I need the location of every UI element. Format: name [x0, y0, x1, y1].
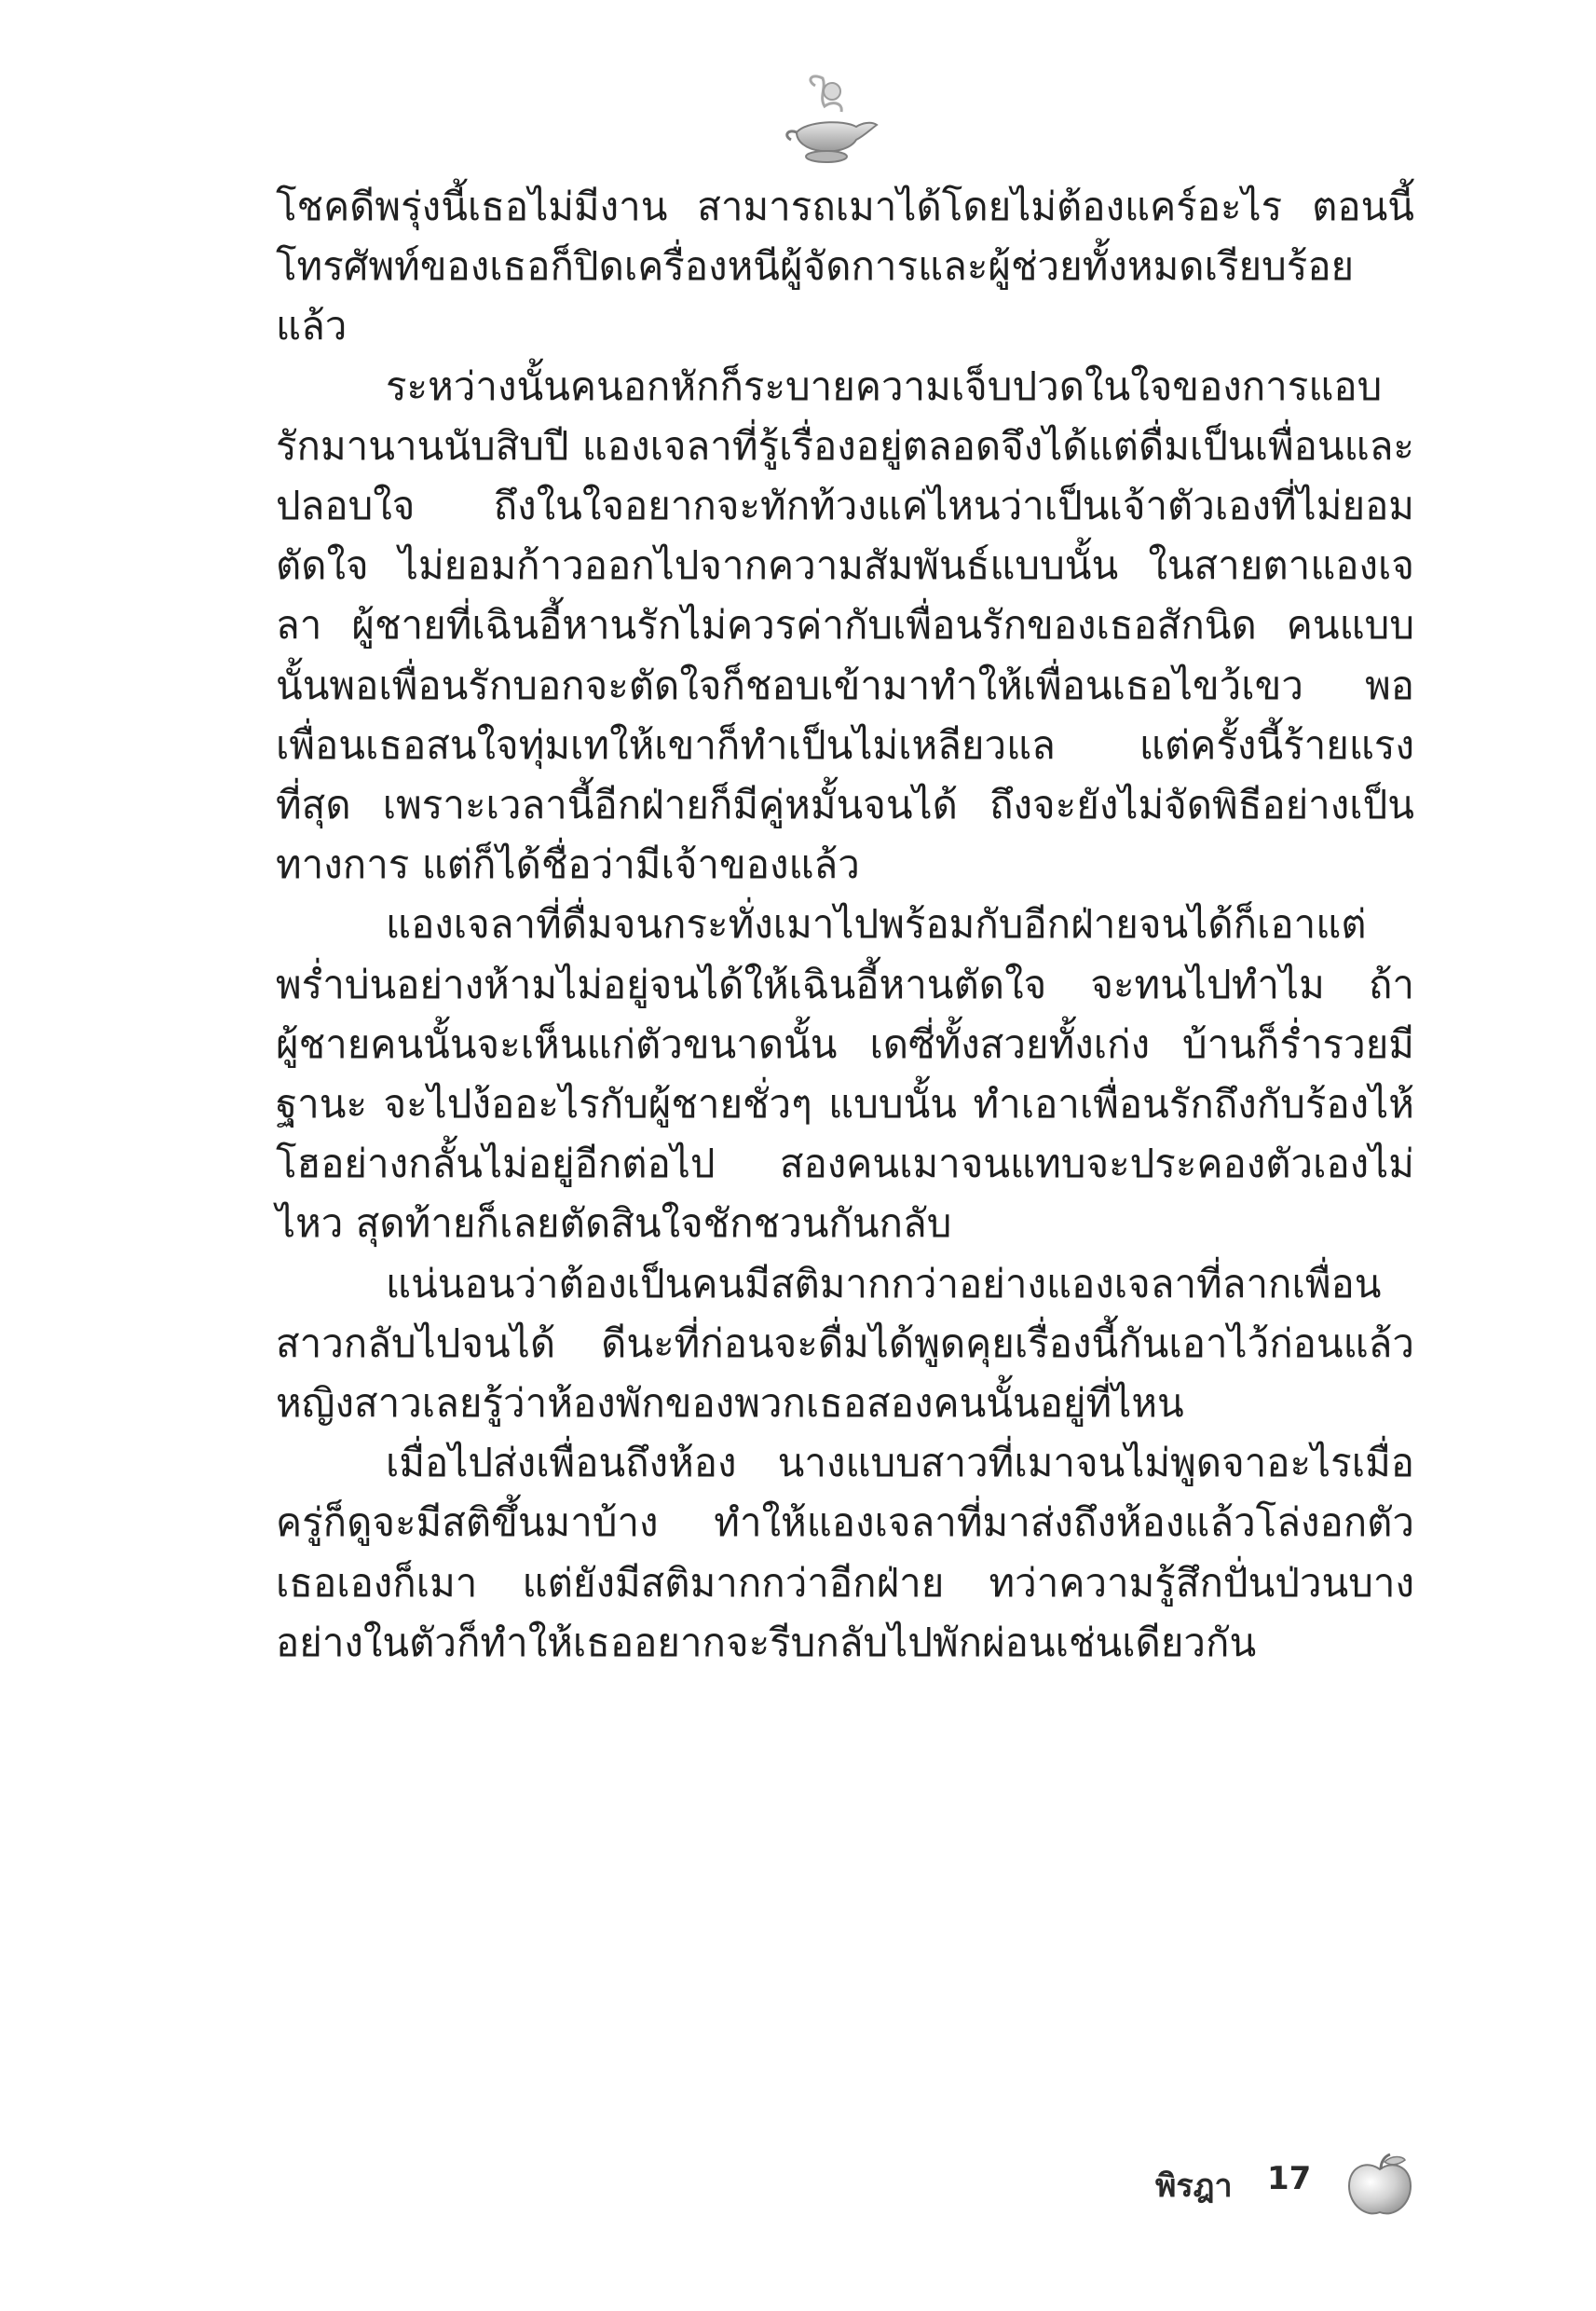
paragraph: เมื่อไปส่งเพื่อนถึงห้อง นางแบบสาวที่เมาจนไม่พูดจาอะไรเมื่อครู่ก็ดูจะมีสติขึ้นมาบ้าง ทำให้แองเจลาที่มาส่งถึงห้องแล้วโล่งอกตัวเธอเองก็เมา แต่ยังมีสติมากกว่าอีกฝ่าย ทว่าความรู้สึกปั่นป่วนบางอย่างในตัวก็ทำให้เธออยากจะรีบกลับไปพักผ่อนเช่นเดียวกัน: [276, 1440, 1414, 1665]
paragraph: ระหว่างนั้นคนอกหักก็ระบายความเจ็บปวดในใจของการแอบรักมานานนับสิบปี แองเจลาที่รู้เรื่องอยู่ตลอดจึงได้แต่ดื่มเป็นเพื่อนและปลอบใจ ถึงในใจอยากจะทักท้วงแค่ไหนว่าเป็นเจ้าตัวเองที่ไม่ยอมตัดใจ ไม่ยอมก้าวออกไปจากความสัมพันธ์แบบนั้น ในสายตาแองเจลา ผู้ชายที่เฉินอี้หานรักไม่ควรค่ากับเพื่อนรักของเธอสักนิด คนแบบนั้นพอเพื่อนรักบอกจะตัดใจก็ชอบเข้ามาทำให้เพื่อนเธอไขว้เขว พอเพื่อนเธอสนใจทุ่มเทให้เขาก็ทำเป็นไม่เหลียวแล แต่ครั้งนี้ร้ายแรงที่สุด เพราะเวลานี้อีกฝ่ายก็มีคู่หมั้นจนได้ ถึงจะยังไม่จัดพิธีอย่างเป็นทางการ แต่ก็ได้ชื่อว่ามีเจ้าของแล้ว: [276, 362, 1414, 888]
paragraph: แน่นอนว่าต้องเป็นคนมีสติมากกว่าอย่างแองเจลาที่ลากเพื่อนสาวกลับไปจนได้ ดีนะที่ก่อนจะดื่มได้พูดคุยเรื่องนี้กันเอาไว้ก่อนแล้ว หญิงสาวเลยรู้ว่าห้องพักของพวกเธอสองคนนั้นอยู่ที่ไหน: [276, 1260, 1414, 1427]
magic-lamp-icon: [778, 75, 880, 168]
paragraph: แองเจลาที่ดื่มจนกระทั่งเมาไปพร้อมกับอีกฝ่ายจนได้ก็เอาแต่พร่ำบ่นอย่างห้ามไม่อยู่จนได้ให้เฉินอี้หานตัดใจ จะทนไปทำไม ถ้าผู้ชายคนนั้นจะเห็นแก่ตัวขนาดนั้น เดซี่ทั้งสวยทั้งเก่ง บ้านก็ร่ำรวยมีฐานะ จะไปง้ออะไรกับผู้ชายชั่วๆ แบบนั้น ทำเอาเพื่อนรักถึงกับร้องไห้โฮอย่างกลั้นไม่อยู่อีกต่อไป สองคนเมาจนแทบจะประคองตัวเองไม่ไหว สุดท้ายก็เลยตัดสินใจชักชวนกันกลับ: [276, 901, 1414, 1247]
body-text: [276, 177, 1414, 1673]
paragraph: โชคดีพรุ่งนี้เธอไม่มีงาน สามารถเมาได้โดยไม่ต้องแคร์อะไร ตอนนี้โทรศัพท์ของเธอก็ปิดเครื่องหนีผู้จัดการและผู้ช่วยทั้งหมดเรียบร้อยแล้ว: [276, 184, 1414, 349]
author-name: พิรฎา: [1155, 2167, 1233, 2205]
page-footer: [1099, 2151, 1416, 2225]
apple-icon: [1344, 2151, 1416, 2220]
page-number: 17: [1267, 2160, 1312, 2197]
